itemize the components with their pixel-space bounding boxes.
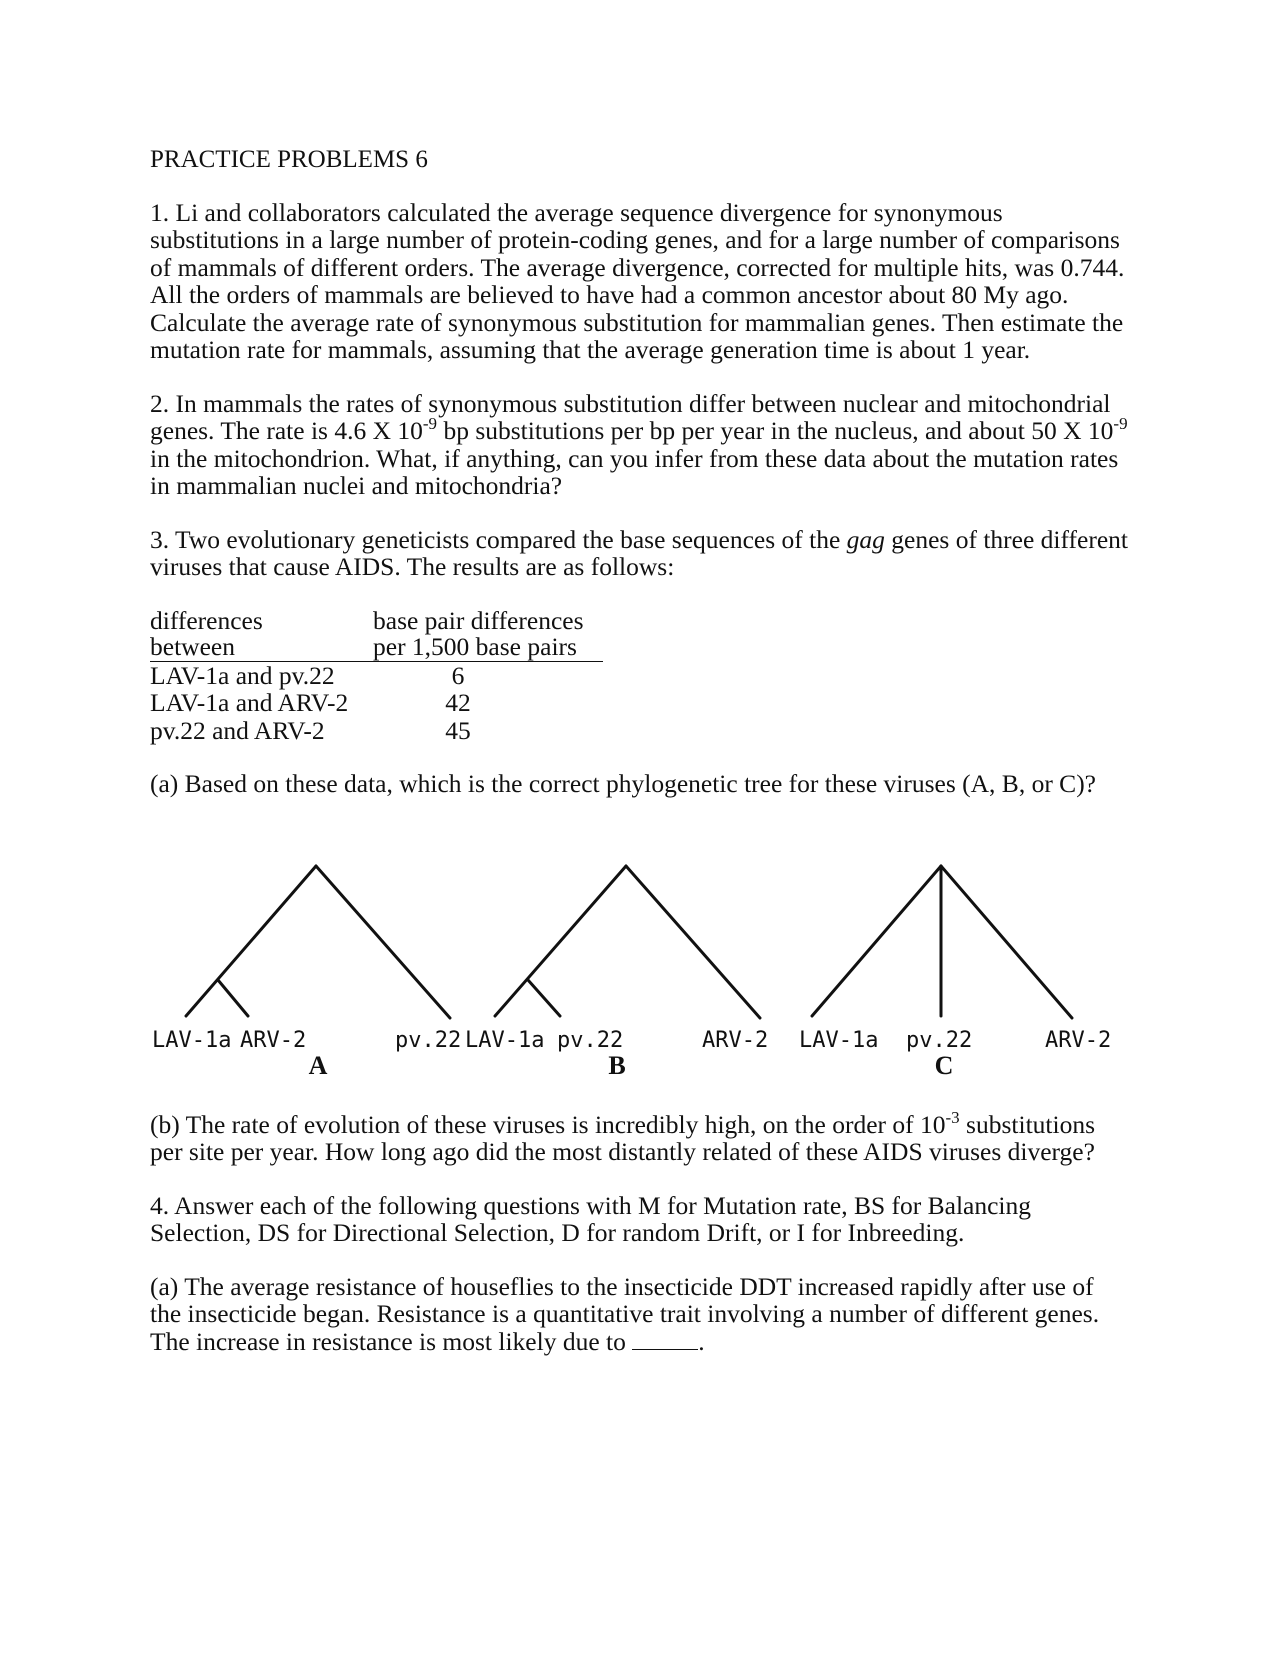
tree-c-right-branch <box>941 866 1072 1018</box>
table-cell-pair: pv.22 and ARV-2 <box>150 715 325 745</box>
tree-b-leaf-2: pv.22 <box>557 1027 624 1053</box>
header-col2-line1: base pair differences <box>373 605 584 635</box>
tree-b-sub-branch <box>528 980 560 1016</box>
tree-b-right-branch <box>626 866 760 1018</box>
question-2-text-1: 2. In mammals the rates of synonymous substitution differ between nuclear and mitochondrial genes. The rate is 4.6 X 10 <box>150 388 1111 445</box>
question-3-intro-1: 3. Two evolutionary geneticists compared the base sequences of the <box>150 524 847 554</box>
question-3a: (a) Based on these data, which is the correct phylogenetic tree for these viruses (A, B, or C)? <box>150 769 1097 798</box>
phylogenetic-trees <box>0 836 1112 1081</box>
tree-b-leaf-1: LAV-1a <box>465 1027 545 1053</box>
tree-c-left-branch <box>812 866 941 1016</box>
table-row <box>150 662 1130 690</box>
tree-b-leaf-3: ARV-2 <box>702 1027 769 1053</box>
header-col1-line2: between <box>150 634 373 662</box>
table-row <box>150 689 1130 717</box>
tree-a-label: A <box>308 1050 328 1080</box>
tree-a-leaf-2: ARV-2 <box>240 1027 307 1053</box>
header-col1-line1: differences <box>150 605 263 635</box>
question-3b-text-1: (b) The rate of evolution of these viruses is incredibly high, on the order of 10 <box>150 1109 946 1139</box>
question-2-text-3: in the mitochondrion. What, if anything, can you infer from these data about the mutation rates in mammalian nuclei and mitochondria? <box>150 443 1119 500</box>
tree-c-leaf-2: pv.22 <box>906 1027 973 1053</box>
table-cell-pair: LAV-1a and ARV-2 <box>150 688 349 717</box>
table-cell-pair: LAV-1a and pv.22 <box>150 660 335 690</box>
difference-table <box>150 607 1130 745</box>
question-4a-end: . <box>698 1326 705 1356</box>
tree-a-sub-branch <box>218 980 248 1016</box>
tree-c-label: C <box>934 1050 954 1080</box>
gene-name: gag <box>846 524 885 554</box>
worksheet <box>150 146 1130 1381</box>
header-col2-line2: per 1,500 base pairs <box>373 634 603 662</box>
question-1: 1. Li and collaborators calculated the average sequence divergence for synonymous substitutions in a large number of protein-coding genes, and for a large number of comparisons of mammals of different orders. The average divergence, corrected for multiple hits, was 0.744. All the orders of mammals are believed to have had a common ancestor about 80 My ago. Calculate the average rate of synonymous substitution for mammalian genes. Then estimate the mutation rate for mammals, assuming that the average generation time is about 1 year. <box>150 197 1125 364</box>
tree-c-leaf-1: LAV-1a <box>799 1027 879 1053</box>
question-3b-text-2: substitutions per site per year. How long ago did the most distantly related of these AIDS viruses diverge? <box>150 1109 1095 1166</box>
page-title: PRACTICE PROBLEMS 6 <box>150 146 428 173</box>
table-row <box>150 717 1130 745</box>
exponent-virus-rate: -3 <box>945 1107 960 1127</box>
tree-b-left-branch <box>495 866 626 1016</box>
tree-a-leaf-3: pv.22 <box>395 1027 462 1053</box>
question-4a <box>150 1273 1130 1356</box>
table-cell-value: 42 <box>445 688 471 717</box>
tree-a-right-branch <box>316 866 450 1018</box>
trees-figure <box>0 836 1130 1081</box>
tree-b-label: B <box>608 1050 626 1080</box>
tree-a-left-branch <box>186 866 316 1016</box>
question-4-intro: 4. Answer each of the following questions with M for Mutation rate, BS for Balancing Selection, DS for Directional Selection, D for random Drift, or I for Inbreeding. <box>150 1190 1032 1247</box>
question-4a-text: (a) The average resistance of houseflies to the insecticide DDT increased rapidly after use of the insecticide began. Resistance is a quantitative trait involving a number of different genes. The increase in resistance is most likely due to <box>150 1271 1100 1356</box>
tree-a-leaf-1: LAV-1a <box>152 1027 232 1053</box>
exponent-mito: -9 <box>1113 414 1128 433</box>
question-3-intro <box>150 526 1130 581</box>
table-header-row-2 <box>150 634 1130 662</box>
answer-blank[interactable] <box>632 1329 698 1350</box>
table-header-row <box>150 607 1130 635</box>
table-cell-value: 6 <box>451 660 465 690</box>
exponent-nuclear: -9 <box>422 414 438 433</box>
question-3b <box>150 1107 1130 1166</box>
question-2-text-2: bp substitutions per bp per year in the nucleus, and about 50 X 10 <box>437 416 1114 445</box>
question-2 <box>150 390 1130 500</box>
question-3-intro-2: genes of three different viruses that cause AIDS. The results are as follows: <box>150 524 1128 581</box>
tree-c-leaf-3: ARV-2 <box>1045 1027 1112 1053</box>
table-cell-value: 45 <box>445 715 471 745</box>
